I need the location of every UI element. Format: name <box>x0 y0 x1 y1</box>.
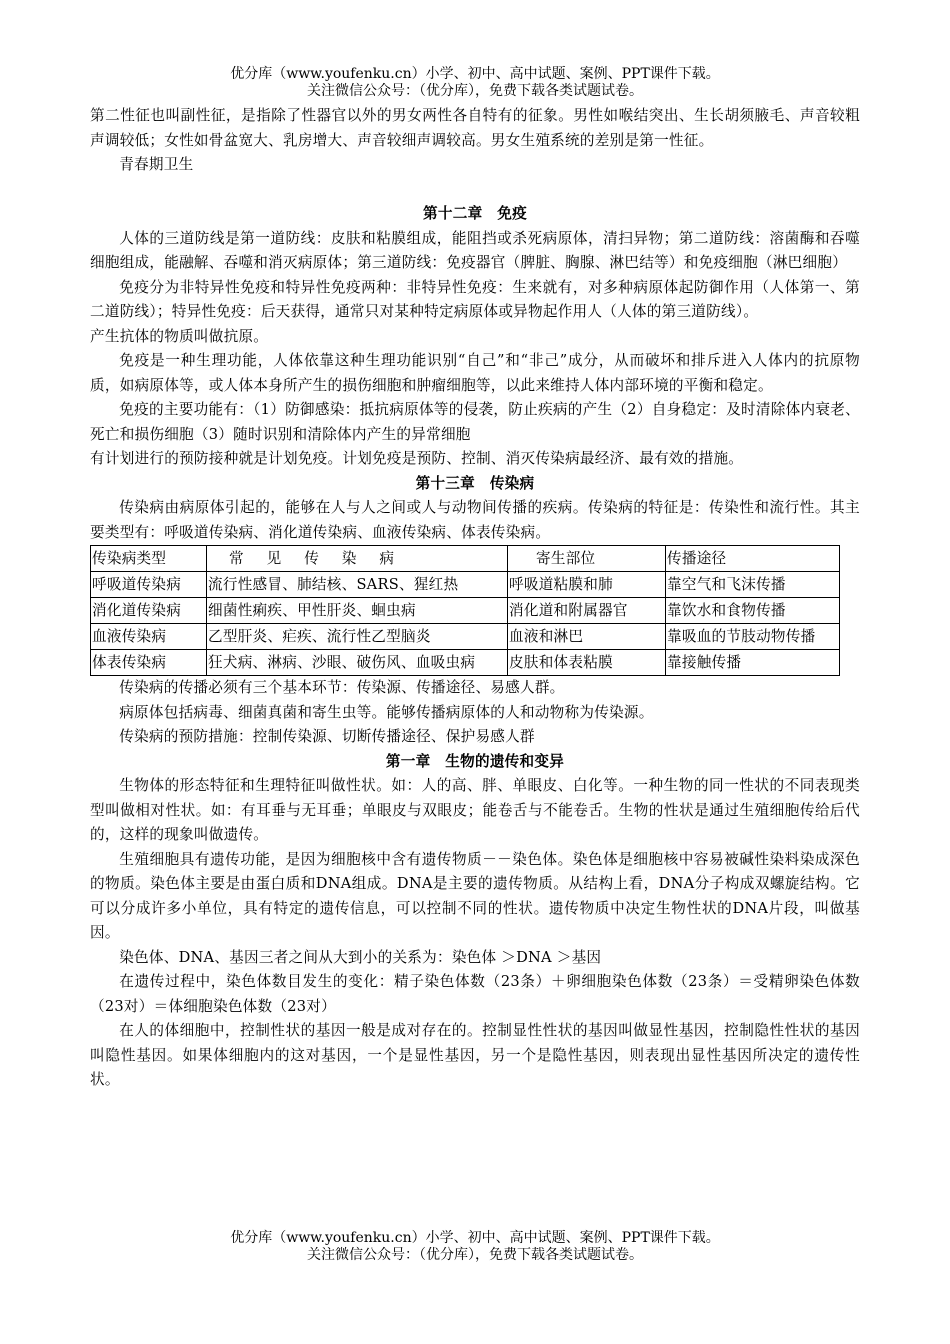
ch13-paragraph-4: 传染病的预防措施：控制传染源、切断传播途径、保护易感人群 <box>119 728 535 745</box>
table-row <box>91 650 840 676</box>
intro-paragraph-2: 青春期卫生 <box>119 156 194 173</box>
table-row <box>91 572 840 598</box>
ch13-paragraph-1: 传染病由病原体引起的，能够在人与人之间或人与动物间传播的疾病。传染病的特征是：传染性和流行性。其主要类型有：呼吸道传染病、消化道传染病、血液传染病、体表传染病。 <box>90 499 860 541</box>
table-cell: 靠接触传播 <box>666 650 840 676</box>
document-body <box>90 104 860 1093</box>
ch12-paragraph-4: 免疫是一种生理功能，人体依靠这种生理功能识别“自己”和“非己”成分，从而破坏和排斥进入人体内的抗原物质，如病原体等，或人体本身所产生的损伤细胞和肿瘤细胞等，以此来维持人体内部环境的平衡和稳定。 <box>90 352 860 394</box>
table-cell: 狂犬病、淋病、沙眼、破伤风、血吸虫病 <box>207 650 508 676</box>
header-line-1: 优分库（www.youfenku.cn）小学、初中、高中试题、案例、PPT课件下载。 <box>230 66 720 82</box>
ch12-paragraph-5: 免疫的主要功能有：（1）防御感染：抵抗病原体等的侵袭，防止疾病的产生（2）自身稳定：及时清除体内衰老、死亡和损伤细胞（3）随时识别和清除体内产生的异常细胞 <box>90 401 860 443</box>
header-line-2: 关注微信公众号：（优分库），免费下载各类试题试卷。 <box>307 83 643 99</box>
table-cell: 消化道传染病 <box>91 598 207 624</box>
ch1-paragraph-1: 生物体的形态特征和生理特征叫做性状。如：人的高、胖、单眼皮、白化等。一种生物的同一性状的不同表现类型叫做相对性状。如：有耳垂与无耳垂；单眼皮与双眼皮；能卷舌与不能卷舌。生物的性状是通过生殖细胞传给后代的，这样的现象叫做遗传。 <box>90 777 860 843</box>
table-cell: 流行性感冒、肺结核、SARS、猩红热 <box>207 572 508 598</box>
table-header-cell: 传播途径 <box>666 546 840 572</box>
table-header-cell: 常见传染病 <box>207 546 508 572</box>
intro-paragraph-1: 第二性征也叫副性征，是指除了性器官以外的男女两性各自特有的征象。男性如喉结突出、生长胡须腋毛、声音较粗声调较低；女性如骨盆宽大、乳房增大、声音较细声调较高。男女生殖系统的差别是第一性征。 <box>90 107 860 149</box>
footer-line-1: 优分库（www.youfenku.cn）小学、初中、高中试题、案例、PPT课件下载。 <box>230 1230 720 1246</box>
table-header-cell: 寄生部位 <box>508 546 666 572</box>
table-row <box>91 624 840 650</box>
table-cell: 呼吸道传染病 <box>91 572 207 598</box>
page-header <box>0 66 950 100</box>
table-header-cell: 传染病类型 <box>91 546 207 572</box>
ch12-paragraph-1: 人体的三道防线是第一道防线：皮肤和粘膜组成，能阻挡或杀死病原体，清扫异物；第二道防线：溶菌酶和吞噬细胞组成，能融解、吞噬和消灭病原体；第三道防线：免疫器官（脾脏、胸腺、淋巴结等）和免疫细胞（淋巴细胞） <box>90 229 860 271</box>
ch12-paragraph-3: 产生抗体的物质叫做抗原。 <box>90 327 269 345</box>
section-gap <box>90 178 860 203</box>
chapter-12-title: 第十二章 免疫 <box>423 205 527 222</box>
page-footer <box>0 1230 950 1264</box>
table-cell: 皮肤和体表粘膜 <box>508 650 666 676</box>
ch1-paragraph-4: 在遗传过程中，染色体数目发生的变化：精子染色体数（23条）＋卵细胞染色体数（23条）＝受精卵染色体数（23对）＝体细胞染色体数（23对） <box>90 973 860 1015</box>
table-cell: 细菌性痢疾、甲性肝炎、蛔虫病 <box>207 598 508 624</box>
chapter-1-title: 第一章 生物的遗传和变异 <box>385 752 565 770</box>
table-cell: 靠吸血的节肢动物传播 <box>666 624 840 650</box>
table-cell: 靠饮水和食物传播 <box>666 598 840 624</box>
ch1-paragraph-2: 生殖细胞具有遗传功能，是因为细胞核中含有遗传物质－－染色体。染色体是细胞核中容易被碱性染料染成深色的物质。染色体主要是由蛋白质和DNA组成。DNA是主要的遗传物质。从结构上看，DNA分子构成双螺旋结构。它可以分成许多小单位，具有特定的遗传信息，可以控制不同的性状。遗传物质中决定生物性状的DNA片段，叫做基因。 <box>90 850 860 941</box>
ch12-paragraph-2: 免疫分为非特异性免疫和特异性免疫两种：非特异性免疫：生来就有，对多种病原体起防御作用（人体第一、第二道防线）；特异性免疫：后天获得，通常只对某种特定病原体或异物起作用人（人体的第三道防线）。 <box>90 278 860 320</box>
table-cell: 血液和淋巴 <box>508 624 666 650</box>
infectious-disease-table <box>90 545 840 676</box>
ch1-paragraph-5: 在人的体细胞中，控制性状的基因一般是成对存在的。控制显性性状的基因叫做显性基因，控制隐性性状的基因叫隐性基因。如果体细胞内的这对基因，一个是显性基因，另一个是隐性基因，则表现出显性基因所决定的遗传性状。 <box>90 1022 860 1088</box>
table-cell: 体表传染病 <box>91 650 207 676</box>
footer-line-2: 关注微信公众号：（优分库），免费下载各类试题试卷。 <box>307 1247 643 1263</box>
table-cell: 乙型肝炎、疟疾、流行性乙型脑炎 <box>207 624 508 650</box>
ch13-paragraph-2: 传染病的传播必须有三个基本环节：传染源、传播途径、易感人群。 <box>119 679 565 696</box>
table-cell: 消化道和附属器官 <box>508 598 666 624</box>
table-row <box>91 598 840 624</box>
table-cell: 靠空气和飞沫传播 <box>666 572 840 598</box>
table-cell: 血液传染病 <box>91 624 207 650</box>
ch13-paragraph-3: 病原体包括病毒、细菌真菌和寄生虫等。能够传播病原体的人和动物称为传染源。 <box>119 703 654 721</box>
table-cell: 呼吸道粘膜和肺 <box>508 572 666 598</box>
table-header-row <box>91 546 840 572</box>
ch1-paragraph-3: 染色体、DNA、基因三者之间从大到小的关系为：染色体 ＞DNA ＞基因 <box>119 948 602 966</box>
ch12-paragraph-6: 有计划进行的预防接种就是计划免疫。计划免疫是预防、控制、消灭传染病最经济、最有效的措施。 <box>90 450 744 467</box>
chapter-13-title: 第十三章 传染病 <box>415 474 535 492</box>
